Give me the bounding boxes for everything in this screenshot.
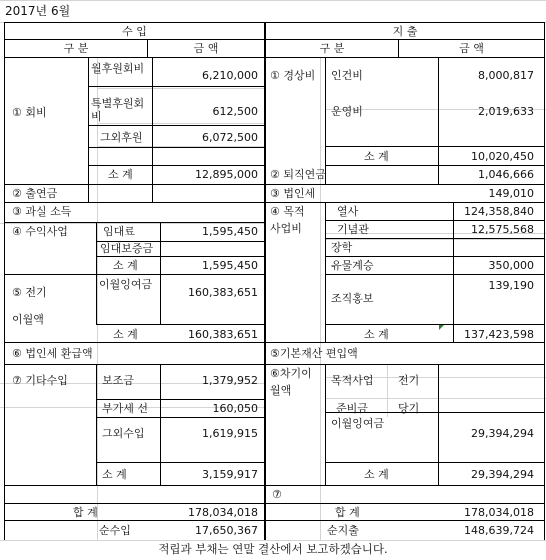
income-item-amount: 6,210,000: [202, 69, 258, 82]
table-border: [4, 22, 5, 540]
expense-purpose-label: ④ 목적: [270, 205, 305, 218]
gridline: [387, 365, 388, 417]
table-border: [4, 274, 264, 275]
table-border: [96, 417, 264, 418]
gridline: [0, 0, 546, 1]
table-border: [88, 147, 264, 148]
expense-seventh-label: ⑦: [272, 488, 282, 501]
table-border: [325, 146, 544, 147]
expense-corp-tax-amount: 149,010: [488, 187, 534, 200]
table-border: [266, 485, 544, 486]
expense-carry-forward-label2: 월액: [270, 384, 292, 397]
expense-purpose-subtotal: 137,423,598: [464, 328, 534, 341]
table-border: [325, 462, 544, 463]
income-item-name: 이월잉여금: [99, 278, 153, 291]
table-border: [438, 364, 439, 485]
table-border: [266, 503, 544, 504]
table-border: [4, 364, 264, 365]
subtotal-label: 소 계: [364, 328, 389, 341]
cell-marker-icon: [439, 325, 444, 330]
income-item-amount: 160,383,651: [188, 286, 258, 299]
expense-item-amount: 139,190: [488, 279, 534, 292]
expense-corp-tax-label: ③ 법인세: [270, 187, 316, 200]
expense-net: 148,639,724: [464, 524, 534, 537]
income-carryover-label2: 이월액: [12, 313, 44, 326]
income-net-label: 순수입: [99, 524, 131, 537]
table-border: [325, 165, 544, 166]
expense-item-amount: 350,000: [488, 259, 534, 272]
gridline: [320, 58, 321, 540]
table-border: [325, 238, 544, 239]
table-border: [88, 86, 264, 87]
income-other-label: ⑦ 기타수입: [12, 374, 68, 387]
expense-item-amount: 29,394,294: [471, 427, 534, 440]
income-item-name: 보조금: [102, 374, 134, 387]
subtotal-label: 소 계: [108, 168, 133, 181]
table-border: [4, 202, 264, 203]
income-business-label: ④ 수익사업: [12, 225, 68, 238]
table-border: [325, 202, 326, 342]
table-border: [88, 57, 89, 202]
table-border: [4, 57, 545, 58]
table-border: [96, 256, 264, 257]
table-border: [266, 184, 544, 185]
table-border: [4, 342, 264, 343]
table-border: [325, 220, 544, 221]
expense-item-amount: 124,358,840: [464, 205, 534, 218]
income-item-amount: 1,595,450: [202, 225, 258, 238]
table-border: [266, 202, 544, 203]
expense-item-amount: 12,575,568: [471, 223, 534, 236]
table-border: [544, 22, 545, 540]
expense-item-name: 인건비: [331, 69, 363, 82]
expense-col-category: 구 분: [319, 42, 345, 55]
subtotal-label: 소 계: [364, 150, 389, 163]
income-item-amount: 160,050: [212, 402, 258, 415]
expense-carry-forward-subtotal: 29,394,294: [471, 468, 534, 481]
table-border: [96, 364, 97, 485]
table-border: [264, 22, 266, 540]
expense-operating-subtotal: 10,020,450: [471, 150, 534, 163]
income-item-amount: 6,072,500: [202, 131, 258, 144]
table-border: [325, 324, 544, 325]
gridline: [97, 58, 98, 540]
expense-item-name: 준비금: [336, 402, 368, 415]
table-border: [96, 462, 264, 463]
income-membership-subtotal: 12,895,000: [195, 168, 258, 181]
income-col-amount: 금 액: [193, 42, 219, 55]
gridline: [97, 123, 265, 124]
expense-net-label: 순지출: [327, 524, 359, 537]
expense-retirement-amount: 1,046,666: [478, 168, 534, 181]
income-item-name: 임대보증금: [100, 242, 154, 255]
footer-note: 적립과 부채는 연말 결산에서 보고하겠습니다.: [158, 542, 388, 556]
income-item-name: 임대료: [103, 225, 135, 238]
table-border: [266, 342, 544, 343]
income-contribution-label: ② 출연금: [12, 187, 58, 200]
subtotal-label: 소 계: [364, 468, 389, 481]
expense-purpose-label2: 사업비: [270, 222, 302, 235]
expense-item-name: 운영비: [331, 105, 363, 118]
expense-item-amount: 2,019,633: [478, 105, 534, 118]
table-border: [4, 39, 545, 40]
income-item-name: 그외수입: [102, 427, 145, 440]
table-border: [88, 165, 264, 166]
subtotal-label: 소 계: [113, 259, 138, 272]
period-label: 2017년 6월: [5, 4, 71, 18]
expense-col-amount: 금 액: [459, 42, 484, 55]
income-item-name: 특별후원회비: [91, 97, 145, 123]
subtotal-label: 소 계: [102, 468, 127, 481]
expense-operating-label: ① 경상비: [270, 69, 316, 82]
income-carryover-subtotal: 160,383,651: [188, 328, 258, 341]
income-total: 178,034,018: [188, 506, 258, 519]
table-border: [4, 22, 545, 23]
expense-total-label: 합 계: [335, 506, 360, 519]
income-carryover-label: ⑤ 전기: [12, 286, 47, 299]
expense-retirement-label: ② 퇴직연금: [270, 168, 326, 181]
income-total-label: 합 계: [73, 506, 98, 519]
income-header: 수 입: [122, 25, 147, 38]
table-border: [325, 364, 326, 485]
expense-item-name: 조직홍보: [331, 292, 374, 305]
income-col-category: 구 분: [63, 42, 89, 55]
expense-item-name: 장학: [331, 241, 353, 254]
expense-item-name: 이월잉여금: [331, 417, 385, 430]
income-item-name: 월후원회비: [91, 62, 145, 75]
gridline: [325, 398, 546, 399]
income-other-subtotal: 3,159,917: [202, 468, 258, 481]
table-border: [96, 399, 264, 400]
table-border: [266, 364, 544, 365]
income-item-name: 그외후원: [100, 131, 143, 144]
expense-carry-forward-label: ⑥차기이: [270, 367, 312, 380]
table-border: [4, 222, 264, 223]
income-membership-label: ① 회비: [12, 106, 47, 119]
gridline: [0, 223, 265, 224]
income-item-amount: 1,379,952: [202, 374, 258, 387]
expense-item-amount: 8,000,817: [478, 69, 534, 82]
table-border: [325, 256, 544, 257]
table-border: [4, 184, 264, 185]
expense-item-name: 열사: [337, 205, 359, 218]
table-border: [96, 222, 97, 324]
table-border: [88, 125, 264, 126]
table-border: [4, 503, 264, 504]
table-border: [4, 485, 264, 486]
expense-item-name: 기념관: [337, 223, 369, 236]
expense-endowment-label: ⑤기본재산 편입액: [270, 347, 358, 360]
expense-item-name: 유물계승: [331, 259, 374, 272]
income-business-subtotal: 1,595,450: [202, 259, 258, 272]
income-tax-refund-label: ⑥ 법인세 환급액: [12, 347, 93, 360]
income-net: 17,650,367: [195, 524, 258, 537]
expense-item-sub: 당기: [398, 402, 420, 415]
expense-item-sub: 전기: [398, 374, 420, 387]
gridline: [97, 88, 265, 89]
expense-header: 지 출: [392, 25, 418, 38]
table-border: [4, 520, 545, 521]
expense-item-name: 목적사업: [331, 374, 374, 387]
subtotal-label: 소 계: [113, 328, 138, 341]
income-item-amount: 1,619,915: [202, 427, 258, 440]
table-border: [325, 274, 544, 275]
gridline: [325, 239, 546, 240]
table-border: [96, 324, 264, 325]
income-surplus-label: ③ 과실 소득: [12, 205, 72, 218]
expense-total: 178,034,018: [464, 506, 534, 519]
income-item-name: 부가세 선: [102, 402, 149, 415]
income-item-amount: 612,500: [212, 105, 258, 118]
